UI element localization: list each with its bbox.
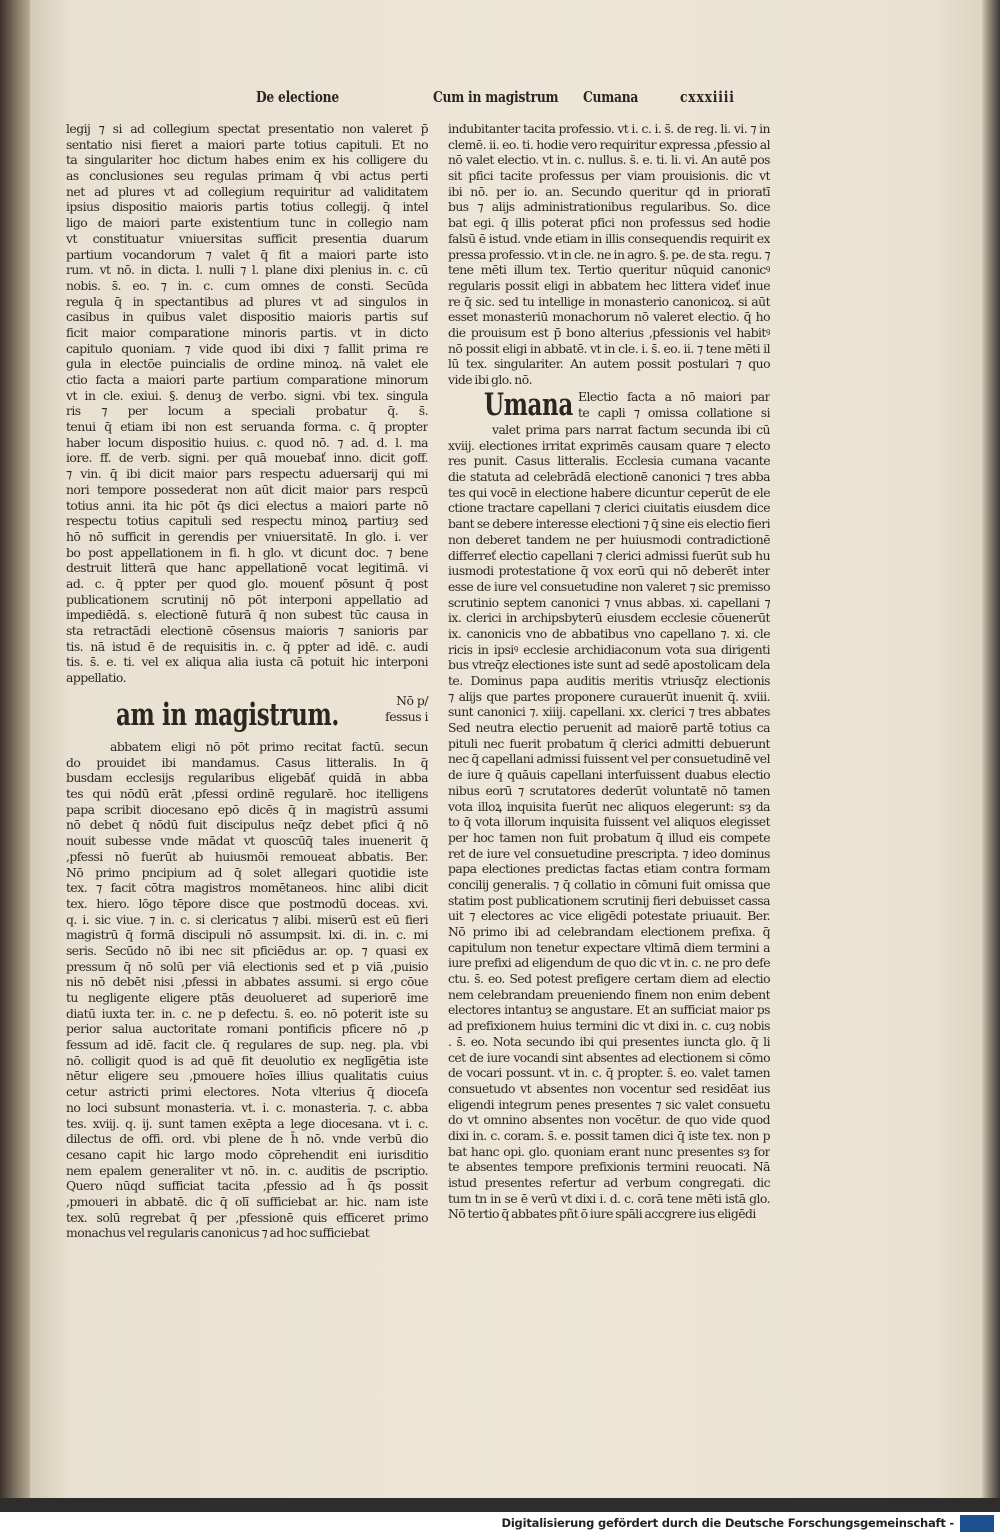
text-line: xviij. electiones irritat exprimēs causam quare ⁊ electo [448, 437, 770, 453]
text-line: iore. ff. de verb. signi. per quā mouebať inno. dicit goff. [66, 450, 428, 466]
text-line: capitulum non tenetur expectare vltimā diem termini a [448, 939, 770, 955]
text-line: concilij generalis. ⁊ q̄ collatio in cōmuni fuit omissa que [448, 876, 770, 892]
text-line: to q̄ vota illorum inquisita fuissent vel aliquos elegisset [448, 814, 770, 830]
text-line: papa scribit diocesano epō dicēs q̄ in magistrū assumi [66, 801, 428, 817]
text-line: ⁊ alijs que partes proponere curauerūt inuenit q̄. xviii. [448, 688, 770, 704]
text-line: tex. hiero. lōgo tēpore disce que postmodū doceas. xvi. [66, 895, 428, 911]
text-line: partium vocandorum ⁊ valet q̄ fit a maiori parte isto [66, 246, 428, 262]
text-line: ibi nō. per io. an. Secundo queritur qd in prioratī [448, 183, 770, 199]
text-line: bus ⁊ alijs administrationibus regularibus. So. dice [448, 199, 770, 215]
text-line: nibus eorū ⁊ scrutatores dederūt voluntatē nō tamen [448, 782, 770, 798]
text-line: ix. clerici in archipsbyterū eiusdem ecclesie cōuenerūt [448, 610, 770, 626]
text-line: ad prefixionem huius termini dic vt dixi in. c. cuȝ nobis [448, 1018, 770, 1034]
text-line: clemē. ii. eo. ti. hodie vero requiritur expressa ,pfessio al [448, 136, 770, 152]
text-line: gula in electōe puincialis de ordine minoꝝ. nā valet ele [66, 356, 428, 372]
folio-number: cxxxiiii [680, 88, 735, 106]
text-line: cet de iure vocandi sint absentes ad electionem si cōmo [448, 1049, 770, 1065]
text-line: nis nō debēt nisi ,pfessi in abbates assumi. si ergo cōue [66, 974, 428, 990]
text-line: nētur eligere seu ,pmouere hoīes illius qualitatis cuius [66, 1068, 428, 1084]
text-line: ad. c. q̄ ppter per quod glo. mouenť pōsunt q̄ post [66, 575, 428, 591]
text-line: vt in cle. exiui. §. denuȝ de verbo. signi. vbi tex. singula [66, 387, 428, 403]
text-line: respectu totius capituli sed respectu minoꝝ partiuȝ sed [66, 513, 428, 529]
text-line: ipsius dispositio maioris partis totius collegij. q̄ intel [66, 199, 428, 215]
text-line: bo post appellationem in fi. h glo. vt dicunt doc. ⁊ bene [66, 544, 428, 560]
text-line: appellatio. [66, 670, 126, 686]
section-heading-cumana: Umana [484, 387, 573, 423]
text-line: capitulo quoniam. ⁊ vide quod ibi dixi ⁊ fallit prima re [66, 340, 428, 356]
text-line: nō. colligit quod is ad quē fit deuolutio ex neglīgētia iste [66, 1052, 428, 1068]
text-line: bat hanc opi. glo. quoniam erant nunc presentes sȝ for [448, 1143, 770, 1159]
text-line: Nō primo pncipium ad q̄ solet allegari quotidie iste [66, 864, 428, 880]
text-line: electores intantuȝ se angustare. Et an sufficiat maior ps [448, 1002, 770, 1018]
text-line: regula q̄ in spectantibus ad plures vt ad singulos in [66, 293, 428, 309]
footer-bar [0, 1512, 1000, 1536]
text-line: haber locum dispositio huius. c. quod nō. ⁊ ad. d. l. ma [66, 434, 428, 450]
heading-side-line: te capli ⁊ omissa collatione si [578, 404, 770, 420]
text-line: busdam ecclesijs regularibus eligebāť quidā in abba [66, 770, 428, 786]
text-line: tes qui nōdū erāt ,pfessi ordinē regularē. hoc itelligens [66, 786, 428, 802]
text-line: vota illoꝝ inquisita fuerūt nec aliquos elegerunt: sȝ da [448, 798, 770, 814]
text-line: seris. Secūdo nō ibi nec sit pficiēdus ar. op. ⁊ quasi ex [66, 942, 428, 958]
text-line: ricis in ipsiꝰ ecclesie archidiaconum vota sua dirigenti [448, 641, 770, 657]
text-line: te absentes tempore prefixionis termini reuocati. Nā [448, 1159, 770, 1175]
text-line: no loci subsunt monasteria. vt. i. c. monasteria. ⁊. c. abba [66, 1099, 428, 1115]
right-column-paragraph-1 [448, 121, 770, 388]
text-line: non deberet tandem ne per huiusmodi contradictionē [448, 531, 770, 547]
text-line: monachus vel regularis canonicus ⁊ ad hoc sufficiebat [66, 1225, 370, 1241]
text-line: nō valet electio. vt in. c. nullus. s̄. e. ti. li. vi. An autē pos [448, 152, 770, 168]
text-line: impediēdā. s. electionē futurā q̄ non subest tūc causa in [66, 607, 428, 623]
text-line: die statuta ad celebrādā electionē canonici ⁊ tres abba [448, 469, 770, 485]
text-line: re q̄ sic. sed tu intellige in monasterio canonicoꝝ. si aūt [448, 293, 770, 309]
text-line: de iure q̄ quāuis capellani interfuissent duabus electio [448, 767, 770, 783]
text-line: cetur astricti primi electores. Nota vlterius q̄ dioceſa [66, 1084, 428, 1100]
text-line: uit ⁊ electores ac vice eligēdi potestate priuauit. Ber. [448, 908, 770, 924]
text-line: . s̄. eo. Nota secundo ibi qui presentes iuncta glo. q̄ li [448, 1033, 770, 1049]
text-line: bat egi. q̄ illis poterat pfici non professus sed hodie [448, 215, 770, 231]
text-line: ctio facta a maiori parte partium comparatione minorum [66, 372, 428, 387]
text-line: hō nō sufficit in gerendis per vniuersitatē. In glo. i. ver [66, 528, 428, 544]
text-line: sit pfici tacite professus per viam prouisionis. dic vt [448, 168, 770, 184]
text-line: nem epalem generaliter vt nō. in. c. auditis de pscriptio. [66, 1162, 428, 1178]
text-line: rum. vt nō. in dicta. l. nulli ⁊ l. plane dixi plenius in. c. cū [66, 262, 428, 278]
text-line: die prouisum est p̄ bono alterius ,pfessionis vel habitꝰ [448, 324, 770, 340]
text-line: tex. ⁊ facit cōtra magistros momētaneos. hinc alibi dicit [66, 880, 428, 896]
text-line: pressum q̄ nō solū per viā electionis sed et p viā ,puisio [66, 958, 428, 974]
text-line: nec q̄ capellani admissi fuissent vel per consuetudinē vel [448, 751, 770, 767]
text-line: ,pfessi nō fuerūt ab huiusmōi remoueat abbatis. Ber. [66, 848, 428, 864]
text-line: Nō primo ibi ad celebrandam electionem prefixa. q̄ [448, 924, 770, 939]
right-column-paragraph-2 [448, 422, 770, 1222]
text-line: q. i. sic viue. ⁊ in. c. si clericatus ⁊ alibi. miserū est eū fieri [66, 911, 428, 927]
text-line: eligendi integrum penes presentes ⁊ sic valet consuetu [448, 1096, 770, 1112]
text-line: te. Dominus papa auditis meritis vtriusq̄z electionis [448, 673, 770, 688]
left-column-paragraph-2 [66, 739, 428, 1241]
text-line: istud presentes refertur ad verbum congregati. dic [448, 1175, 770, 1190]
text-line: do vt omnino absentes non vocētur. de quo vide quod [448, 1112, 770, 1128]
text-line: lū tex. singulariter. An autem possit postulari ⁊ quo [448, 356, 770, 372]
text-line: nō possit eligi in abbatē. vt in cle. i. s̄. eo. ii. ⁊ tene mēti il [448, 340, 770, 356]
text-line: iusmodi protestatione q̄ vox eorū qui nō deberēt inter [448, 563, 770, 579]
heading-side-text [372, 693, 428, 724]
text-line: ⁊ vin. q̄ ibi dicit maior pars respectu aduersarij qui mi [66, 466, 428, 482]
text-line: scrutinio septem canonici ⁊ vnus abbas. xi. capellani ⁊ [448, 594, 770, 610]
text-line: casibus in quibus valet dispositio maioris partis suf [66, 309, 428, 325]
text-line: pituli nec fuerit probatum q̄ clerici admitti debuerunt [448, 735, 770, 751]
text-line: Quero nūqd sufficiat tacita ,pfessio ad h̄ q̄s possit [66, 1178, 428, 1194]
text-line: nō debet q̄ nōdū fuit discipulus neq̄z debet pfici q̄ nō [66, 817, 428, 833]
text-line: cesano capit hic largo modo cōprehendit eni iurisditio [66, 1146, 428, 1162]
text-line: ,pmoueri in abbatē. dic q̄ olī sufficiebat ar. hic. nam iste [66, 1193, 428, 1209]
text-line: do prouidet ibi mandamus. Casus litteralis. In q̄ [66, 754, 428, 770]
text-line: papa electiones predictas factas etiam contra formam [448, 861, 770, 877]
page-edge [982, 0, 1000, 1510]
text-line: totius anni. ita hic pōt q̄s dici electus a maiori parte nō [66, 497, 428, 513]
dfg-logo[interactable] [960, 1515, 994, 1532]
text-line: consuetudo vt absentes non vocentur sed residēat ius [448, 1080, 770, 1096]
text-line: tenui q̄ etiam ibi non est seruanda forma. c. q̄ propter [66, 419, 428, 435]
running-head-left: De electione [256, 88, 339, 106]
text-line: Sed neutra electio peruenit ad maiorē partē totius ca [448, 720, 770, 736]
text-line: ta singulariter hoc dictum habes enim ex his colligere du [66, 152, 428, 168]
heading-side-line: Nō p/ [396, 693, 428, 708]
text-line: nobis. s̄. eo. ⁊ in. c. cum omnes de consti. Secūda [66, 277, 428, 293]
text-line: Nō tertio q̄ abbates pñt ō iure spāli accgrere ius eligēdi [448, 1206, 756, 1222]
text-line: iure prefixi ad eligendum de quo dic vt in. c. ne pro defe [448, 955, 770, 971]
text-line: sta retractādi electionē cōsensus maioris ⁊ sanioris par [66, 623, 428, 638]
text-line: tes. xviij. q. ij. sunt tamen exēpta a lege diocesana. vt i. c. [66, 1115, 428, 1131]
text-line: nouit subesse vnde mādat vt quoscūq̄ tales inuenerit q̄ [66, 833, 428, 849]
text-line: sentatio nisi fieret a maiori parte totius capituli. Et no [66, 136, 428, 152]
footer-credit: Digitalisierung gefördert durch die Deutsche Forschungsgemeinschaft - [501, 1516, 954, 1530]
text-line: res punit. Casus litteralis. Ecclesia cumana vacante [448, 453, 770, 469]
text-line: pressa professio. vt in cle. ne in agro. §. pe. de sta. regu. ⁊ [448, 246, 770, 262]
text-line: perior salua auctoritate romani pontificis pficere nō ,p [66, 1021, 428, 1037]
text-line: ctu. s̄. eo. Sed potest prefigere certam diem ad electio [448, 971, 770, 987]
text-line: bant se debere interesse electioni ⁊ q̄ sine eis electio fieri [448, 516, 770, 532]
scan-bottom-margin [0, 1498, 1000, 1512]
text-line: indubitanter tacita professio. vt i. c. i. s̄. de reg. li. vi. ⁊ in [448, 121, 770, 136]
text-line: ix. canonicis vno de abbatibus vno capellano ⁊. xi. cle [448, 625, 770, 641]
text-line: tis. s̄. e. ti. vel ex aliqua alia iusta cā potuit hic interponi [66, 654, 428, 670]
text-line: tu negligente eligere ptās deuolueret ad superiorē ime [66, 990, 428, 1005]
text-line: nem celebrandam preueniendo finem non enim debent [448, 986, 770, 1002]
running-head-right: Cumana [583, 88, 639, 106]
text-line: vide ibi glo. nō. [448, 372, 533, 387]
text-line: de vocari possunt. vt in. c. q̄ propter. s̄. eo. valet tamen [448, 1065, 770, 1081]
text-line: esse de iure vel consuetudine non valeret ⁊ sic premisso [448, 578, 770, 594]
text-line: ficit maior comparatione minoris partis. vt in dicto [66, 324, 428, 340]
text-line: net ad plures vt ad collegium requiritur ad validitatem [66, 183, 428, 199]
text-line: dilectus de offi. ord. vbi plene de h̄ nō. vnde verbū dio [66, 1131, 428, 1147]
text-line: tis. nā istud ē de requisitis in. c. q̄ ppter ad idē. c. audi [66, 638, 428, 654]
text-line: ctione tractare capellani ⁊ clerici ciuitatis eiusdem dice [448, 500, 770, 516]
heading-side-line: fessus i [385, 708, 428, 724]
text-line: sunt canonici ⁊. xiiij. capellani. xx. clerici ⁊ tres abbates [448, 704, 770, 720]
text-line: falsū ē istud. vnde etiam in illis consequendis requirit ex [448, 230, 770, 246]
text-line: bus vtreq̄z electiones iste sunt ad sedē apostolicam dela [448, 657, 770, 673]
text-line: differreť electio capellani ⁊ clerici admissi fuerūt sub hu [448, 547, 770, 563]
text-line: regularis possit eligi in abbatem hec littera videť inue [448, 277, 770, 293]
heading-side-text [578, 389, 770, 420]
text-line: as conclusiones seu regulas primam q̄ vbi actus perti [66, 168, 428, 184]
text-line: tum tn in se ē verū vt dixi i. d. c. corā tene mēti istā glo. [448, 1190, 770, 1206]
text-line: tene mēti illum tex. Tertio queritur nūquid canonicꝰ [448, 262, 770, 278]
text-line: vt constituatur vniuersitas sufficit presentia duarum [66, 230, 428, 246]
text-line: tes qui vocē in electione habere dicuntur ceperūt de ele [448, 484, 770, 500]
text-line: abbatem eligi nō pōt primo recitat factū. secun [110, 739, 428, 754]
text-line: fessum ad idē. facit cle. q̄ regulares de sup. neg. pla. vbi [66, 1037, 428, 1053]
section-heading-cum-in-magistrum: am in magistrum. [116, 697, 340, 733]
text-line: diatū iuxta ter. in. c. ne p defectu. s̄. eo. nō poterit iste su [66, 1005, 428, 1021]
running-head-center: Cum in magistrum [433, 88, 559, 106]
text-line: ligo de maiori parte existentium tunc in collegio nam [66, 215, 428, 231]
text-line: dixi in. c. coram. s̄. e. possit tamen dici q̄ iste tex. non p [448, 1127, 770, 1143]
text-line: ret de iure vel consuetudine prescripta. ⁊ ideo dominus [448, 845, 770, 861]
text-line: magistrū q̄ formā discipuli nō assumpsit. lxi. di. in. c. mi [66, 927, 428, 943]
text-line: publicationem scrutinij nō pōt interponi appellatio ad [66, 591, 428, 607]
text-line: statim post publicationem scrutinij fieri debuisset cassa [448, 892, 770, 908]
text-line: legij ⁊ si ad collegium spectat presentatio non valeret p̄ [66, 121, 428, 136]
text-line: ris ⁊ per locum a speciali probatur q̄. s̄. [66, 403, 428, 419]
heading-side-line: Electio facta a nō maiori par [578, 389, 770, 404]
text-line: per hoc tamen non fuit probatum q̄ illud eis compete [448, 829, 770, 845]
text-line: destruit litterā que hanc appellationē vocat legitimā. vi [66, 560, 428, 576]
left-column-paragraph-1 [66, 121, 428, 686]
text-line: esset monasteriū monachorum nō valeret electio. q̄ ho [448, 309, 770, 325]
text-line: tex. solū regrebat q̄ per ,pfessionē quis efficeret primo [66, 1209, 428, 1225]
text-line: valet prima pars narrat factum secunda ibi cū [492, 422, 770, 437]
text-line: nori tempore possederat non aūt dicit maior pars respcū [66, 481, 428, 497]
